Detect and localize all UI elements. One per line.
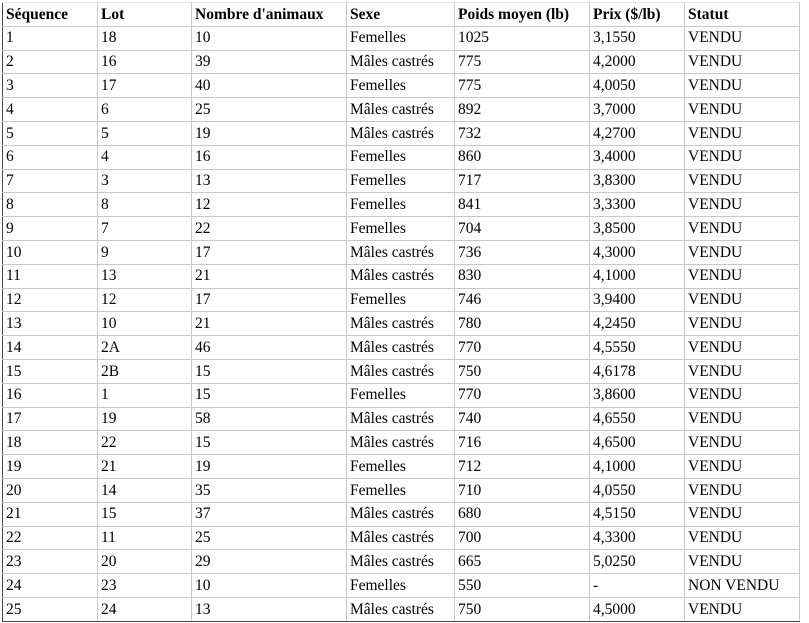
status-cell: VENDU [685,407,800,431]
sequence-cell: 4 [3,98,98,122]
lot-cell: 14 [98,478,192,502]
lot-cell: 18 [98,26,192,50]
status-cell: VENDU [685,145,800,169]
sequence-cell: 6 [3,145,98,169]
status-cell: VENDU [685,240,800,264]
sequence-cell: 8 [3,193,98,217]
table-row [3,50,800,74]
average-weight-cell: 770 [455,336,590,360]
lot-cell: 2A [98,336,192,360]
price-cell: 3,8300 [590,169,685,193]
sex-cell: Mâles castrés [347,597,455,621]
status-cell: VENDU [685,455,800,479]
animal-count-cell: 12 [192,193,347,217]
header-price: Prix ($/lb) [590,3,685,27]
status-cell: VENDU [685,502,800,526]
animal-count-cell: 58 [192,407,347,431]
sequence-cell: 1 [3,26,98,50]
status-cell: VENDU [685,217,800,241]
lot-cell: 21 [98,455,192,479]
status-cell: VENDU [685,264,800,288]
price-cell: 4,6500 [590,431,685,455]
sex-cell: Mâles castrés [347,526,455,550]
average-weight-cell: 780 [455,312,590,336]
price-cell: 4,0550 [590,478,685,502]
table-row [3,502,800,526]
lot-cell: 17 [98,74,192,98]
animal-count-cell: 13 [192,169,347,193]
animal-count-cell: 39 [192,50,347,74]
table-row [3,431,800,455]
lot-cell: 16 [98,50,192,74]
status-cell: VENDU [685,550,800,574]
sex-cell: Mâles castrés [347,359,455,383]
table-row [3,288,800,312]
sex-cell: Femelles [347,383,455,407]
table-row [3,217,800,241]
status-cell: VENDU [685,74,800,98]
sequence-cell: 19 [3,455,98,479]
status-cell: VENDU [685,98,800,122]
sex-cell: Mâles castrés [347,264,455,288]
table-row [3,597,800,621]
header-average-weight: Poids moyen (lb) [455,3,590,27]
average-weight-cell: 717 [455,169,590,193]
animal-count-cell: 22 [192,217,347,241]
animal-count-cell: 21 [192,264,347,288]
sequence-cell: 12 [3,288,98,312]
sequence-cell: 21 [3,502,98,526]
price-cell: 4,2000 [590,50,685,74]
price-cell: 4,1000 [590,455,685,479]
table-row [3,98,800,122]
header-lot: Lot [98,3,192,27]
table-row [3,455,800,479]
sequence-cell: 14 [3,336,98,360]
sequence-cell: 20 [3,478,98,502]
price-cell: 3,4000 [590,145,685,169]
average-weight-cell: 1025 [455,26,590,50]
lot-cell: 23 [98,574,192,598]
header-sex: Sexe [347,3,455,27]
table-row [3,574,800,598]
lot-cell: 2B [98,359,192,383]
status-cell: VENDU [685,312,800,336]
average-weight-cell: 736 [455,240,590,264]
price-cell: 4,5150 [590,502,685,526]
header-sequence: Séquence [3,3,98,27]
status-cell: VENDU [685,193,800,217]
status-cell: VENDU [685,288,800,312]
price-cell: - [590,574,685,598]
lot-cell: 4 [98,145,192,169]
animal-count-cell: 19 [192,121,347,145]
sex-cell: Femelles [347,288,455,312]
lot-cell: 7 [98,217,192,241]
animal-count-cell: 15 [192,383,347,407]
price-cell: 4,3300 [590,526,685,550]
average-weight-cell: 700 [455,526,590,550]
average-weight-cell: 775 [455,50,590,74]
lot-cell: 3 [98,169,192,193]
average-weight-cell: 740 [455,407,590,431]
animal-count-cell: 17 [192,288,347,312]
sex-cell: Mâles castrés [347,431,455,455]
lot-cell: 1 [98,383,192,407]
animal-count-cell: 19 [192,455,347,479]
average-weight-cell: 716 [455,431,590,455]
price-cell: 4,5000 [590,597,685,621]
sex-cell: Mâles castrés [347,336,455,360]
price-cell: 4,0050 [590,74,685,98]
animal-count-cell: 10 [192,26,347,50]
average-weight-cell: 665 [455,550,590,574]
table-row [3,264,800,288]
header-row [3,3,800,27]
average-weight-cell: 704 [455,217,590,241]
average-weight-cell: 710 [455,478,590,502]
animal-count-cell: 15 [192,359,347,383]
price-cell: 3,1550 [590,26,685,50]
average-weight-cell: 770 [455,383,590,407]
lot-cell: 8 [98,193,192,217]
price-cell: 4,5550 [590,336,685,360]
average-weight-cell: 775 [455,74,590,98]
sex-cell: Mâles castrés [347,312,455,336]
price-cell: 3,9400 [590,288,685,312]
lot-cell: 22 [98,431,192,455]
sequence-cell: 18 [3,431,98,455]
sex-cell: Mâles castrés [347,550,455,574]
lot-cell: 9 [98,240,192,264]
average-weight-cell: 750 [455,359,590,383]
sequence-cell: 17 [3,407,98,431]
animal-count-cell: 21 [192,312,347,336]
average-weight-cell: 860 [455,145,590,169]
status-cell: VENDU [685,359,800,383]
animal-count-cell: 15 [192,431,347,455]
average-weight-cell: 550 [455,574,590,598]
table-row [3,526,800,550]
sequence-cell: 16 [3,383,98,407]
sequence-cell: 9 [3,217,98,241]
lot-cell: 12 [98,288,192,312]
animal-count-cell: 29 [192,550,347,574]
status-cell: VENDU [685,121,800,145]
price-cell: 4,2700 [590,121,685,145]
sex-cell: Femelles [347,145,455,169]
sex-cell: Femelles [347,217,455,241]
table-row [3,478,800,502]
sequence-cell: 10 [3,240,98,264]
header-animal-count: Nombre d'animaux [192,3,347,27]
table-row [3,312,800,336]
sequence-cell: 7 [3,169,98,193]
animal-count-cell: 25 [192,98,347,122]
lot-cell: 19 [98,407,192,431]
animal-count-cell: 35 [192,478,347,502]
sex-cell: Femelles [347,26,455,50]
sex-cell: Femelles [347,455,455,479]
sequence-cell: 25 [3,597,98,621]
status-cell: VENDU [685,26,800,50]
average-weight-cell: 841 [455,193,590,217]
table-row [3,383,800,407]
price-cell: 3,8600 [590,383,685,407]
table-row [3,240,800,264]
table-row [3,336,800,360]
status-cell: VENDU [685,50,800,74]
sex-cell: Mâles castrés [347,502,455,526]
animal-count-cell: 16 [192,145,347,169]
average-weight-cell: 892 [455,98,590,122]
price-cell: 3,7000 [590,98,685,122]
table-row [3,169,800,193]
sex-cell: Femelles [347,193,455,217]
lot-cell: 13 [98,264,192,288]
lot-cell: 24 [98,597,192,621]
average-weight-cell: 750 [455,597,590,621]
sequence-cell: 24 [3,574,98,598]
sequence-cell: 3 [3,74,98,98]
status-cell: VENDU [685,597,800,621]
table-row [3,26,800,50]
price-cell: 4,1000 [590,264,685,288]
lot-cell: 5 [98,121,192,145]
average-weight-cell: 746 [455,288,590,312]
animal-count-cell: 25 [192,526,347,550]
sequence-cell: 22 [3,526,98,550]
sex-cell: Mâles castrés [347,240,455,264]
animal-count-cell: 10 [192,574,347,598]
table-body [3,26,800,621]
average-weight-cell: 680 [455,502,590,526]
table-row [3,550,800,574]
status-cell: VENDU [685,383,800,407]
status-cell: VENDU [685,169,800,193]
table-row [3,121,800,145]
average-weight-cell: 830 [455,264,590,288]
lot-cell: 6 [98,98,192,122]
sequence-cell: 11 [3,264,98,288]
sex-cell: Mâles castrés [347,98,455,122]
price-cell: 3,3300 [590,193,685,217]
price-cell: 3,8500 [590,217,685,241]
table-row [3,359,800,383]
sequence-cell: 2 [3,50,98,74]
sequence-cell: 13 [3,312,98,336]
sex-cell: Femelles [347,478,455,502]
status-cell: VENDU [685,431,800,455]
price-cell: 4,6550 [590,407,685,431]
animal-count-cell: 46 [192,336,347,360]
sequence-cell: 5 [3,121,98,145]
average-weight-cell: 732 [455,121,590,145]
lot-cell: 15 [98,502,192,526]
average-weight-cell: 712 [455,455,590,479]
sex-cell: Mâles castrés [347,50,455,74]
sex-cell: Femelles [347,74,455,98]
price-cell: 4,2450 [590,312,685,336]
status-cell: VENDU [685,478,800,502]
table-row [3,74,800,98]
animal-count-cell: 13 [192,597,347,621]
sales-table [2,2,800,622]
sequence-cell: 15 [3,359,98,383]
lot-cell: 20 [98,550,192,574]
table-row [3,407,800,431]
table-row [3,145,800,169]
price-cell: 4,6178 [590,359,685,383]
header-status: Statut [685,3,800,27]
sex-cell: Femelles [347,169,455,193]
status-cell: VENDU [685,336,800,360]
animal-count-cell: 37 [192,502,347,526]
lot-cell: 11 [98,526,192,550]
sequence-cell: 23 [3,550,98,574]
sex-cell: Mâles castrés [347,121,455,145]
sex-cell: Femelles [347,574,455,598]
status-cell: VENDU [685,526,800,550]
price-cell: 5,0250 [590,550,685,574]
table-row [3,193,800,217]
price-cell: 4,3000 [590,240,685,264]
animal-count-cell: 17 [192,240,347,264]
animal-count-cell: 40 [192,74,347,98]
lot-cell: 10 [98,312,192,336]
status-cell: NON VENDU [685,574,800,598]
sex-cell: Mâles castrés [347,407,455,431]
